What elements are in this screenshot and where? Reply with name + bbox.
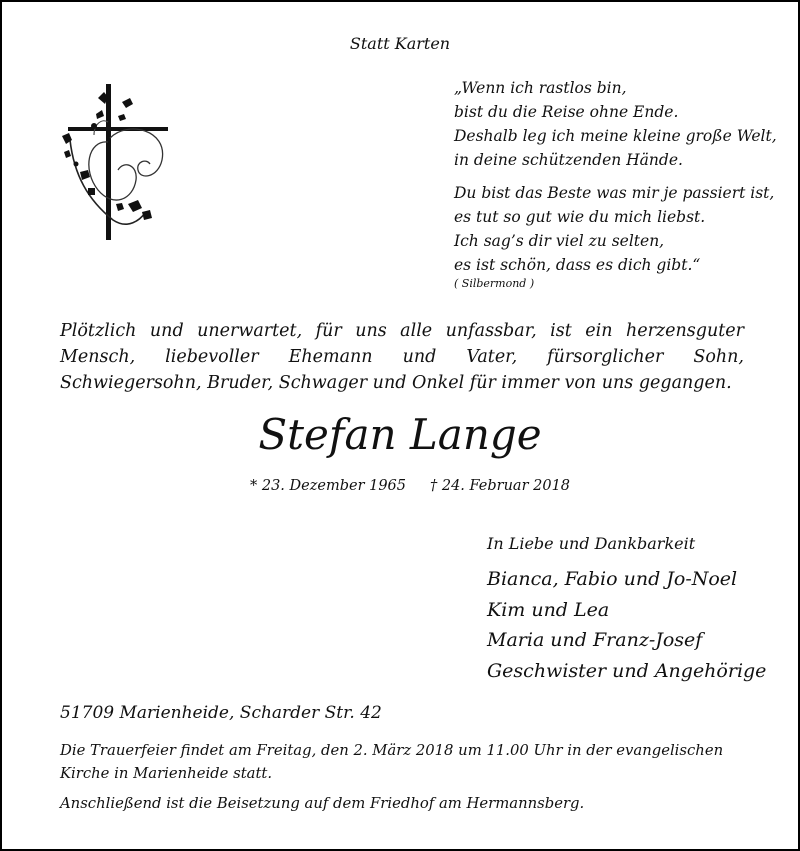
poem-line: Ich sag’s dir viel zu selten, <box>454 232 665 250</box>
mourners-list <box>487 564 766 686</box>
poem-line: in deine schützenden Hände. <box>454 151 683 169</box>
birth-date: * 23. Dezember 1965 <box>250 478 407 494</box>
mourner-entry: Maria und Franz-Josef <box>487 629 703 651</box>
poem-line: Deshalb leg ich meine kleine große Welt, <box>454 127 777 145</box>
death-date: † 24. Februar 2018 <box>430 478 571 494</box>
mourner-entry: Geschwister und Angehörige <box>487 659 767 682</box>
burial-notice: Anschließend ist die Beisetzung auf dem Friedhof am Hermannsberg. <box>60 795 585 812</box>
mourner-entry: Kim und Lea <box>487 598 610 621</box>
header-text: Statt Karten <box>349 34 451 53</box>
funeral-service-notice: Die Trauerfeier findet am Freitag, den 2. März 2018 um 11.00 Uhr in der evangelischen Kirche in Marienheide statt. <box>60 742 724 782</box>
poem-line: es ist schön, dass es dich gibt.“ <box>454 256 701 274</box>
poem-line: bist du die Reise ohne Ende. <box>454 103 679 121</box>
address: 51709 Marienheide, Scharder Str. 42 <box>60 703 382 723</box>
deceased-name: Stefan Lange <box>258 410 542 459</box>
poem <box>454 76 777 291</box>
poem-line: „Wenn ich rastlos bin, <box>454 79 627 97</box>
poem-line: es tut so gut wie du mich liebst. <box>454 208 706 226</box>
poem-stanza-2 <box>454 181 777 291</box>
poem-line: Du bist das Beste was mir je passiert ist, <box>454 184 775 202</box>
intro-paragraph: Plötzlich und unerwartet, für uns alle unfassbar, ist ein herzensguter Mensch, liebevoller Ehemann und Vater, fürsorglicher Sohn, Schwiegersohn, Bruder, Schwager und Onkel für immer von uns gegangen. <box>60 321 744 393</box>
poem-attribution: ( Silbermond ) <box>454 277 535 290</box>
cross-with-flowers-icon <box>58 80 173 242</box>
poem-stanza-1 <box>454 76 777 172</box>
closing-phrase: In Liebe und Dankbarkeit <box>487 534 696 553</box>
mourner-entry: Bianca, Fabio und Jo-Noel <box>487 568 738 590</box>
